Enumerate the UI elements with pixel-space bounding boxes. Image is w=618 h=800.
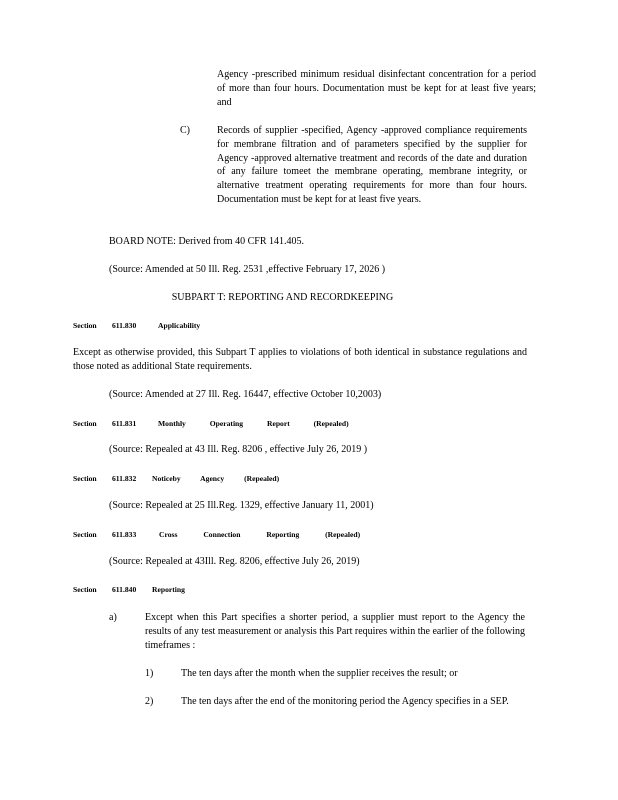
reporting-item-2-text: The ten days after the end of the monitoring period the Agency specifies in a SEP. — [181, 696, 509, 707]
section-title: Cross Connection Reporting (Repealed) — [159, 530, 361, 539]
section-word: Section — [73, 419, 97, 428]
section-number: 611.833 — [112, 530, 137, 539]
reporting-a-text: Except when this Part specifies a shorter period, a supplier must report to the Agency the results of any test measurement or analysis this Part requires within the earlier of the following timeframes : — [145, 612, 525, 651]
section-title: Noticeby Agency (Repealed) — [152, 474, 280, 483]
source-note-repealed-2019-b: (Source: Repealed at 43Ill. Reg. 8206, effective July 26, 2019) — [109, 556, 360, 567]
section-number: 611.831 — [112, 419, 137, 428]
paragraph-c-text: Records of supplier -specified, Agency -approved compliance requirements for membrane filtration and of parameters specified by the supplier for Agency -approved alternative treatment and records of the date and duration of any failure tomeet the membrane operating, membrane integrity, or alternative treatment operating requirements for more than four hours. Documentation must be kept for at least five years. — [217, 125, 527, 205]
reporting-item-1-label: 1) — [145, 668, 154, 679]
source-note-repealed-2019-a: (Source: Repealed at 43 Ill. Reg. 8206 , effective July 26, 2019 ) — [109, 444, 368, 455]
source-note-2003: (Source: Amended at 27 Ill. Reg. 16447, effective October 10,2003) — [109, 389, 382, 400]
section-number: 611.840 — [112, 585, 137, 594]
section-word: Section — [73, 585, 97, 594]
section-word: Section — [73, 474, 97, 483]
section-title: Applicability — [158, 321, 201, 330]
paragraph-b-continuation: Agency -prescribed minimum residual disinfectant concentration for a period of more than four hours. Documentation must be kept for at least five years; and — [217, 69, 536, 108]
paragraph-c-label: C) — [180, 125, 190, 136]
section-title: Reporting — [152, 585, 185, 594]
section-word: Section — [73, 321, 97, 330]
applicability-text: Except as otherwise provided, this Subpart T applies to violations of both identical in substance regulations and those noted as additional State requirements. — [73, 347, 527, 372]
section-number: 611.830 — [112, 321, 137, 330]
reporting-item-1-text: The ten days after the month when the supplier receives the result; or — [181, 668, 458, 679]
section-word: Section — [73, 530, 97, 539]
source-note-2026: (Source: Amended at 50 Ill. Reg. 2531 ,effective February 17, 2026 ) — [109, 264, 386, 275]
section-number: 611.832 — [112, 474, 137, 483]
source-note-2001: (Source: Repealed at 25 Ill.Reg. 1329, effective January 11, 2001) — [109, 500, 374, 511]
reporting-item-2-label: 2) — [145, 696, 154, 707]
board-note: BOARD NOTE: Derived from 40 CFR 141.405. — [109, 236, 304, 247]
reporting-a-label: a) — [109, 612, 117, 623]
subpart-heading: SUBPART T: REPORTING AND RECORDKEEPING — [171, 292, 394, 303]
section-title: Monthly Operating Report (Repealed) — [158, 419, 349, 428]
